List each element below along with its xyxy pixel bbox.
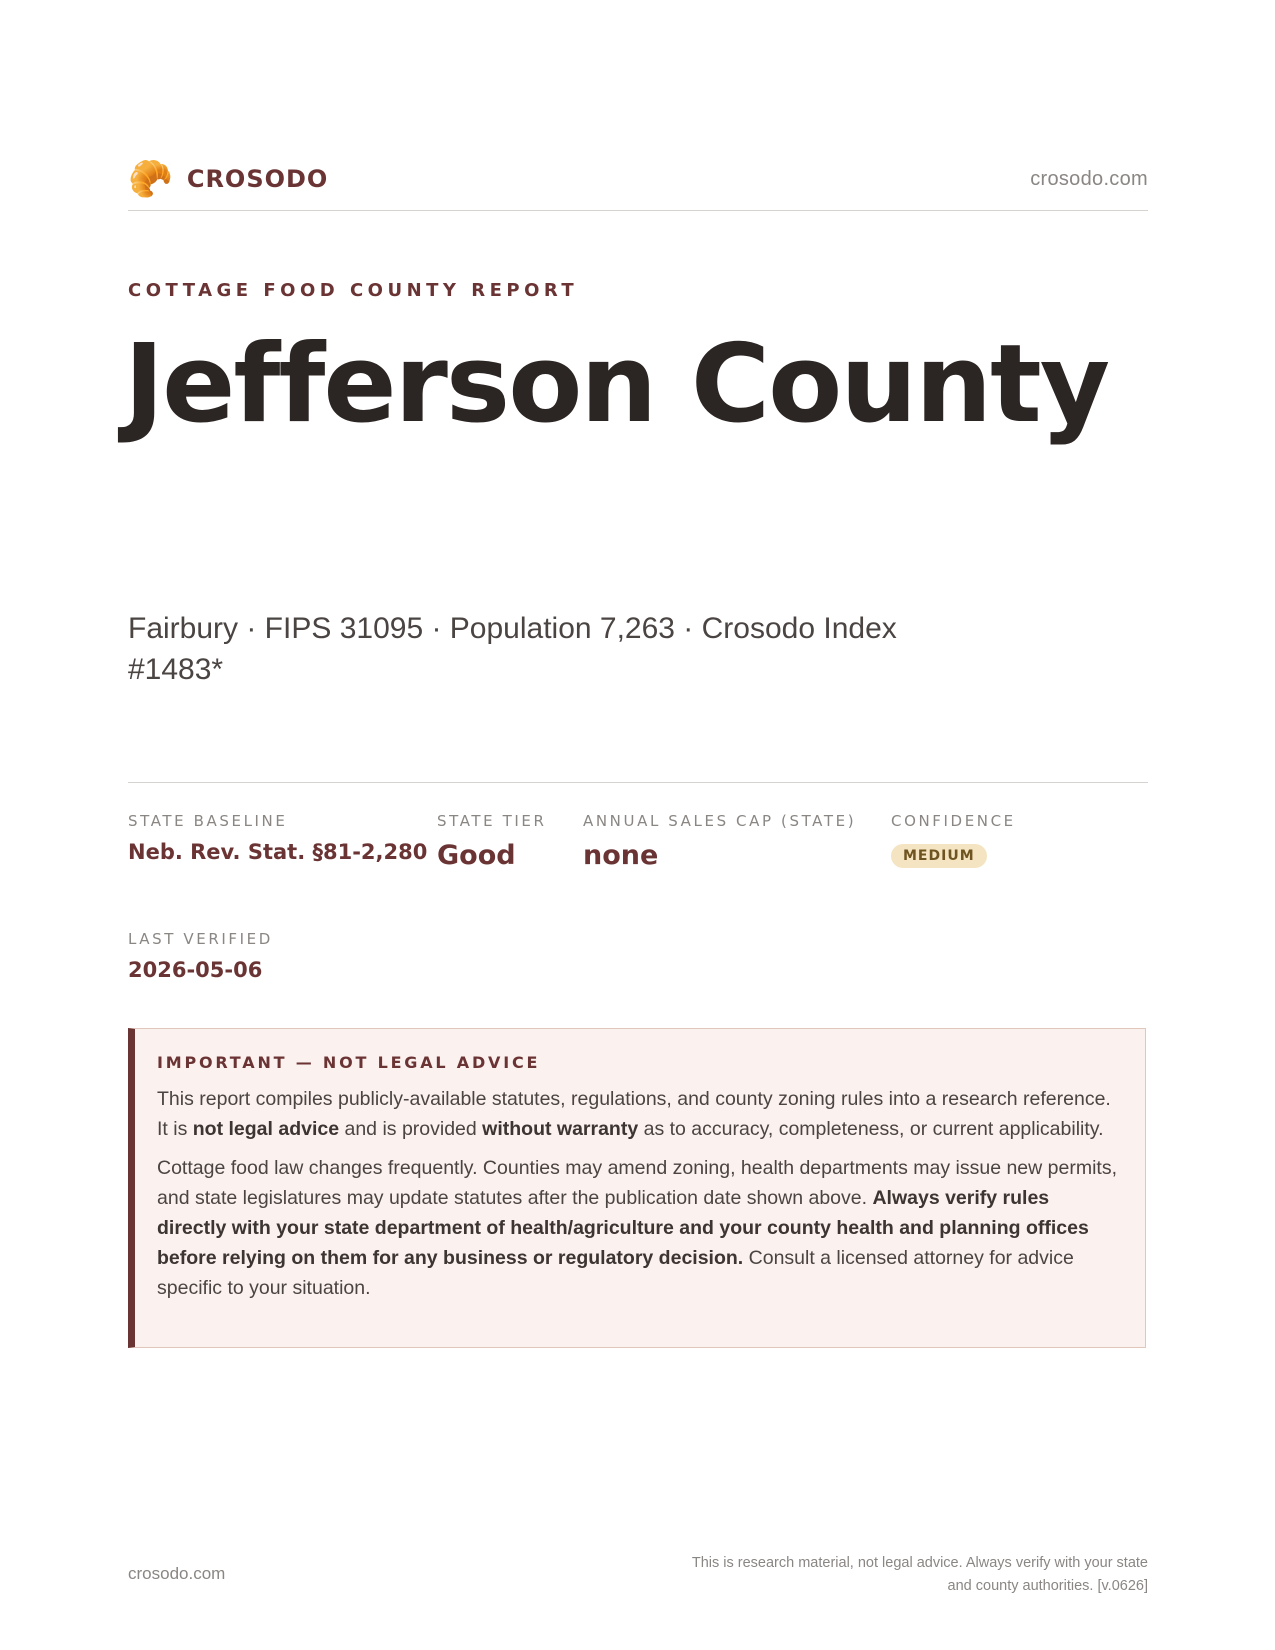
stat-label: STATE TIER	[437, 812, 547, 830]
stat-label: LAST VERIFIED	[128, 930, 273, 948]
stat-label: ANNUAL SALES CAP (STATE)	[583, 812, 857, 830]
county-meta: Fairbury · FIPS 31095 · Population 7,263 · Crosodo Index #1483*	[128, 612, 897, 686]
brand[interactable]	[128, 158, 329, 199]
stat-last-verified	[128, 930, 273, 982]
footer-site-link[interactable]: crosodo.com	[128, 1564, 226, 1583]
report-eyebrow: COTTAGE FOOD COUNTY REPORT	[128, 280, 579, 301]
stat-label: CONFIDENCE	[891, 812, 1016, 830]
page-header	[128, 158, 1148, 211]
stat-value: none	[583, 840, 659, 871]
notice-paragraph-1: This report compiles publicly-available statutes, regulations, and county zoning rules into a research reference. It is not legal advice and is provided without warranty as to accuracy, completeness, or current applicability.	[157, 1088, 1111, 1140]
stat-value: Good	[437, 840, 516, 871]
footer-disclaimer-line: This is research material, not legal advice. Always verify with your state	[691, 1555, 1148, 1571]
stat-state-baseline	[128, 812, 427, 864]
header-site-link[interactable]: crosodo.com	[1030, 168, 1148, 190]
footer-disclaimer	[628, 1552, 1148, 1598]
footer-disclaimer-line: and county authorities. [v.0626]	[947, 1578, 1148, 1594]
county-title: Jefferson County	[124, 322, 1109, 447]
stat-value: Neb. Rev. Stat. §81-2,280	[128, 840, 428, 864]
stat-label: STATE BASELINE	[128, 812, 288, 830]
section-divider	[128, 782, 1148, 783]
stat-confidence	[891, 812, 1016, 868]
croissant-icon: 🥐	[128, 158, 173, 199]
notice-heading: IMPORTANT — NOT LEGAL ADVICE	[157, 1053, 541, 1072]
stat-state-tier	[437, 812, 547, 871]
confidence-badge: MEDIUM	[891, 844, 987, 868]
brand-name: CROSODO	[186, 165, 329, 193]
stat-sales-cap	[583, 812, 856, 871]
notice-paragraph-2: Cottage food law changes frequently. Counties may amend zoning, health departments may issue new permits, and state legislatures may update statutes after the publication date shown above. Always verify rules directly with your state department of health/agriculture and your county health and planning offices before relying on them for any business or regulatory decision. Consult a licensed attorney for advice specific to your situation.	[157, 1157, 1117, 1299]
legal-notice	[128, 1028, 1146, 1348]
stat-value: 2026-05-06	[128, 958, 263, 982]
report-page	[124, 0, 1148, 1650]
